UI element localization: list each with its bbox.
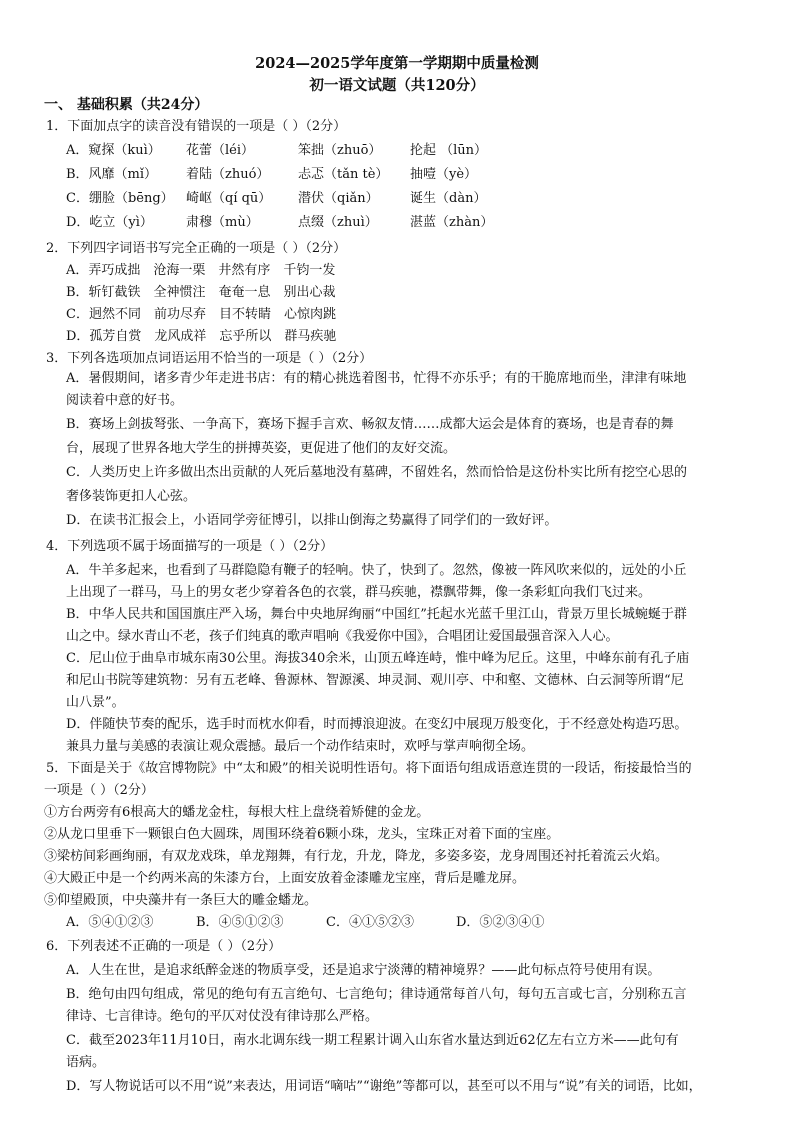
question-5-sentence: ④大殿正中是一个约两米高的朱漆方台，上面安放着金漆雕龙宝座，背后是雕龙屏。 (44, 871, 526, 886)
question-4-line: D．伴随快节奏的配乐，选手时而枕水仰看，时而搏浪迎波。在变幻中展现万般变化，于不经意处构造巧思。 (66, 717, 688, 732)
option-word: D．屹立（yì） (66, 215, 153, 230)
option-word: 点缀（zhuì） (298, 215, 378, 230)
question-5-sentence: ①方台两旁有6根高大的蟠龙金柱，每根大柱上盘绕着矫健的金龙。 (44, 805, 430, 820)
question-4-line: B．中华人民共和国国旗庄严入场，舞台中央地屏绚丽“中国红”托起水光蓝千里江山，背景万里长城蜿蜒于群 (66, 607, 687, 622)
exam-subtitle: 初一语文试题（共120分） (309, 77, 485, 94)
question-1-row-c (66, 190, 752, 208)
option-choice: C．④①⑤②③ (326, 915, 414, 930)
question-2-option: A．弄巧成拙 沧海一栗 井然有序 千钧一发 (66, 263, 336, 278)
question-5-stem: 一项是（ ）（2分） (44, 783, 154, 798)
option-word: 抽噎（yè） (410, 167, 478, 182)
option-choice: D．⑤②③④① (456, 915, 545, 930)
question-2-option: B．斩钉截铁 全神惯注 奄奄一息 别出心裁 (66, 285, 336, 300)
question-2-option: C．迥然不同 前功尽弃 目不转睛 心惊肉跳 (66, 307, 336, 322)
question-4-stem: 4．下列选项不属于场面描写的一项是（ ）（2分） (46, 539, 334, 554)
question-4-line: 上出现了一群马，马上的男女老少穿着各色的衣裳，群马疾驰，襟飘带舞，像一条彩虹向我们飞过来。 (66, 585, 652, 600)
question-6-line: D．写人物说话可以不用“说”来表达，用词语“嘀咕”“谢绝”等都可以，甚至可以不用与“说”有关的词语，比如， (66, 1079, 702, 1094)
option-choice: A．⑤④①②③ (66, 915, 154, 930)
question-3-line: 阅读着中意的好书。 (66, 393, 184, 408)
option-word: 崎岖（qí qū） (186, 191, 272, 206)
question-5-stem: 5．下面是关于《故宫博物院》中“太和殿”的相关说明性语句。将下面语句组成语意连贯的一段话，衔接最恰当的 (46, 761, 692, 776)
question-6-line: B．绝句由四句组成，常见的绝句有五言绝句、七言绝句；律诗通常每首八句，每句五言或七言，分别称五言 (66, 987, 687, 1002)
option-word: A．窥探（kuì） (66, 143, 161, 158)
option-word: 诞生（dàn） (410, 191, 487, 206)
question-1-row-d (66, 214, 752, 232)
option-word: 抡起 （lūn） (410, 143, 488, 158)
question-6-line: 语病。 (66, 1055, 106, 1070)
question-4-line: 山之中。绿水青山不老，孩子们纯真的歌声唱响《我爱你中国》，合唱团让爱国最强音深入人心。 (66, 629, 619, 644)
question-5-sentence: ②从龙口里垂下一颗银白色大圆珠，周围环绕着6颗小珠，龙头，宝珠正对着下面的宝座。 (44, 827, 560, 842)
question-1-row-b (66, 166, 752, 184)
exam-title: 2024—2025学年度第一学期期中质量检测 (255, 55, 539, 72)
question-2-stem: 2．下列四字词语书写完全正确的一项是（ ）（2分） (46, 241, 347, 256)
question-3-line: 奢侈装饰更扣人心弦。 (66, 489, 197, 504)
option-word: C．绷脸（bēng） (66, 191, 174, 206)
question-2-option: D．孤芳自赏 龙风成祥 忘乎所以 群马疾驰 (66, 329, 337, 344)
question-1-stem: 1．下面加点字的读音没有错误的一项是（ ）（2分） (46, 119, 347, 134)
question-5-options (66, 914, 752, 932)
question-5-sentence: ③梁枋间彩画绚丽，有双龙戏珠，单龙翔舞，有行龙，升龙，降龙，多姿多姿，龙身周围还衬托着流云火焰。 (44, 849, 669, 864)
option-word: B．风靡（mǐ） (66, 167, 158, 182)
question-3-line: 台，展现了世界各地大学生的拼搏英姿，更促进了他们的友好交流。 (66, 441, 457, 456)
question-4-line: C．尼山位于曲阜市城东南30公里。海拔340余米，山顶五峰连峙，惟中峰为尼丘。这里，中峰东前有孔子庙 (66, 651, 690, 666)
option-word: 肃穆（mù） (186, 215, 259, 230)
option-choice: B．④⑤①②③ (196, 915, 284, 930)
question-6-line: C．截至2023年11月10日，南水北调东线一期工程累计调入山东省水量达到近62亿左右立方米——此句有 (66, 1033, 679, 1048)
question-4-line: 兼具力量与美感的表演让观众震撼。最后一个动作结束时，欢呼与掌声响彻全场。 (66, 739, 535, 754)
option-word: 忐忑（tǎn tè） (298, 167, 389, 182)
question-3-line: D．在读书汇报会上，小语同学旁征博引，以排山倒海之势赢得了同学们的一致好评。 (66, 513, 558, 528)
question-5-sentence: ⑤仰望殿顶，中央藻井有一条巨大的雕金蟠龙。 (44, 893, 318, 908)
question-3-line: B．赛场上剑拔弩张、一争高下，赛场下握手言欢、畅叙友情……成都大运会是体育的赛场，也是青春的舞 (66, 417, 674, 432)
question-6-line: 律诗、七言律诗。绝句的平仄对仗没有律诗那么严格。 (66, 1009, 379, 1024)
question-3-line: C．人类历史上许多做出杰出贡献的人死后墓地没有墓碑，不留姓名，然而恰恰是这份朴实比所有挖空心思的 (66, 465, 687, 480)
question-6-stem: 6．下列表述不正确的一项是（ ）（2分） (46, 939, 282, 954)
option-word: 潜伏（qiǎn） (298, 191, 379, 206)
section-heading: 一、 基础积累（共24分） (44, 97, 209, 113)
question-3-stem: 3．下列各选项加点词语运用不恰当的一项是（ ）（2分） (46, 351, 373, 366)
question-4-line: 和尼山书院等建筑物：另有五老峰、鲁源林、智源溪、坤灵洞、观川亭、中和壑、文德林、白云洞等所谓“尼 (66, 673, 684, 688)
question-4-line: 山八景”。 (66, 695, 125, 710)
question-4-line: A．牛羊多起来，也看到了马群隐隐有鞭子的轻响。快了，快到了。忽然，像被一阵风吹来似的，远处的小丘 (66, 563, 687, 578)
option-word: 笨拙（zhuō） (298, 143, 382, 158)
option-word: 花蕾（léi） (186, 143, 255, 158)
question-6-line: A．人生在世，是追求纸醉金迷的物质享受，还是追求宁淡薄的精神境界？——此句标点符号使用有误。 (66, 963, 661, 978)
question-3-line: A．暑假期间，诸多青少年走进书店：有的精心挑选着图书，忙得不亦乐乎；有的干脆席地而坐，津津有味地 (66, 371, 687, 386)
option-word: 湛蓝（zhàn） (410, 215, 494, 230)
question-1-row-a (66, 142, 752, 160)
option-word: 着陆（zhuó） (186, 167, 270, 182)
